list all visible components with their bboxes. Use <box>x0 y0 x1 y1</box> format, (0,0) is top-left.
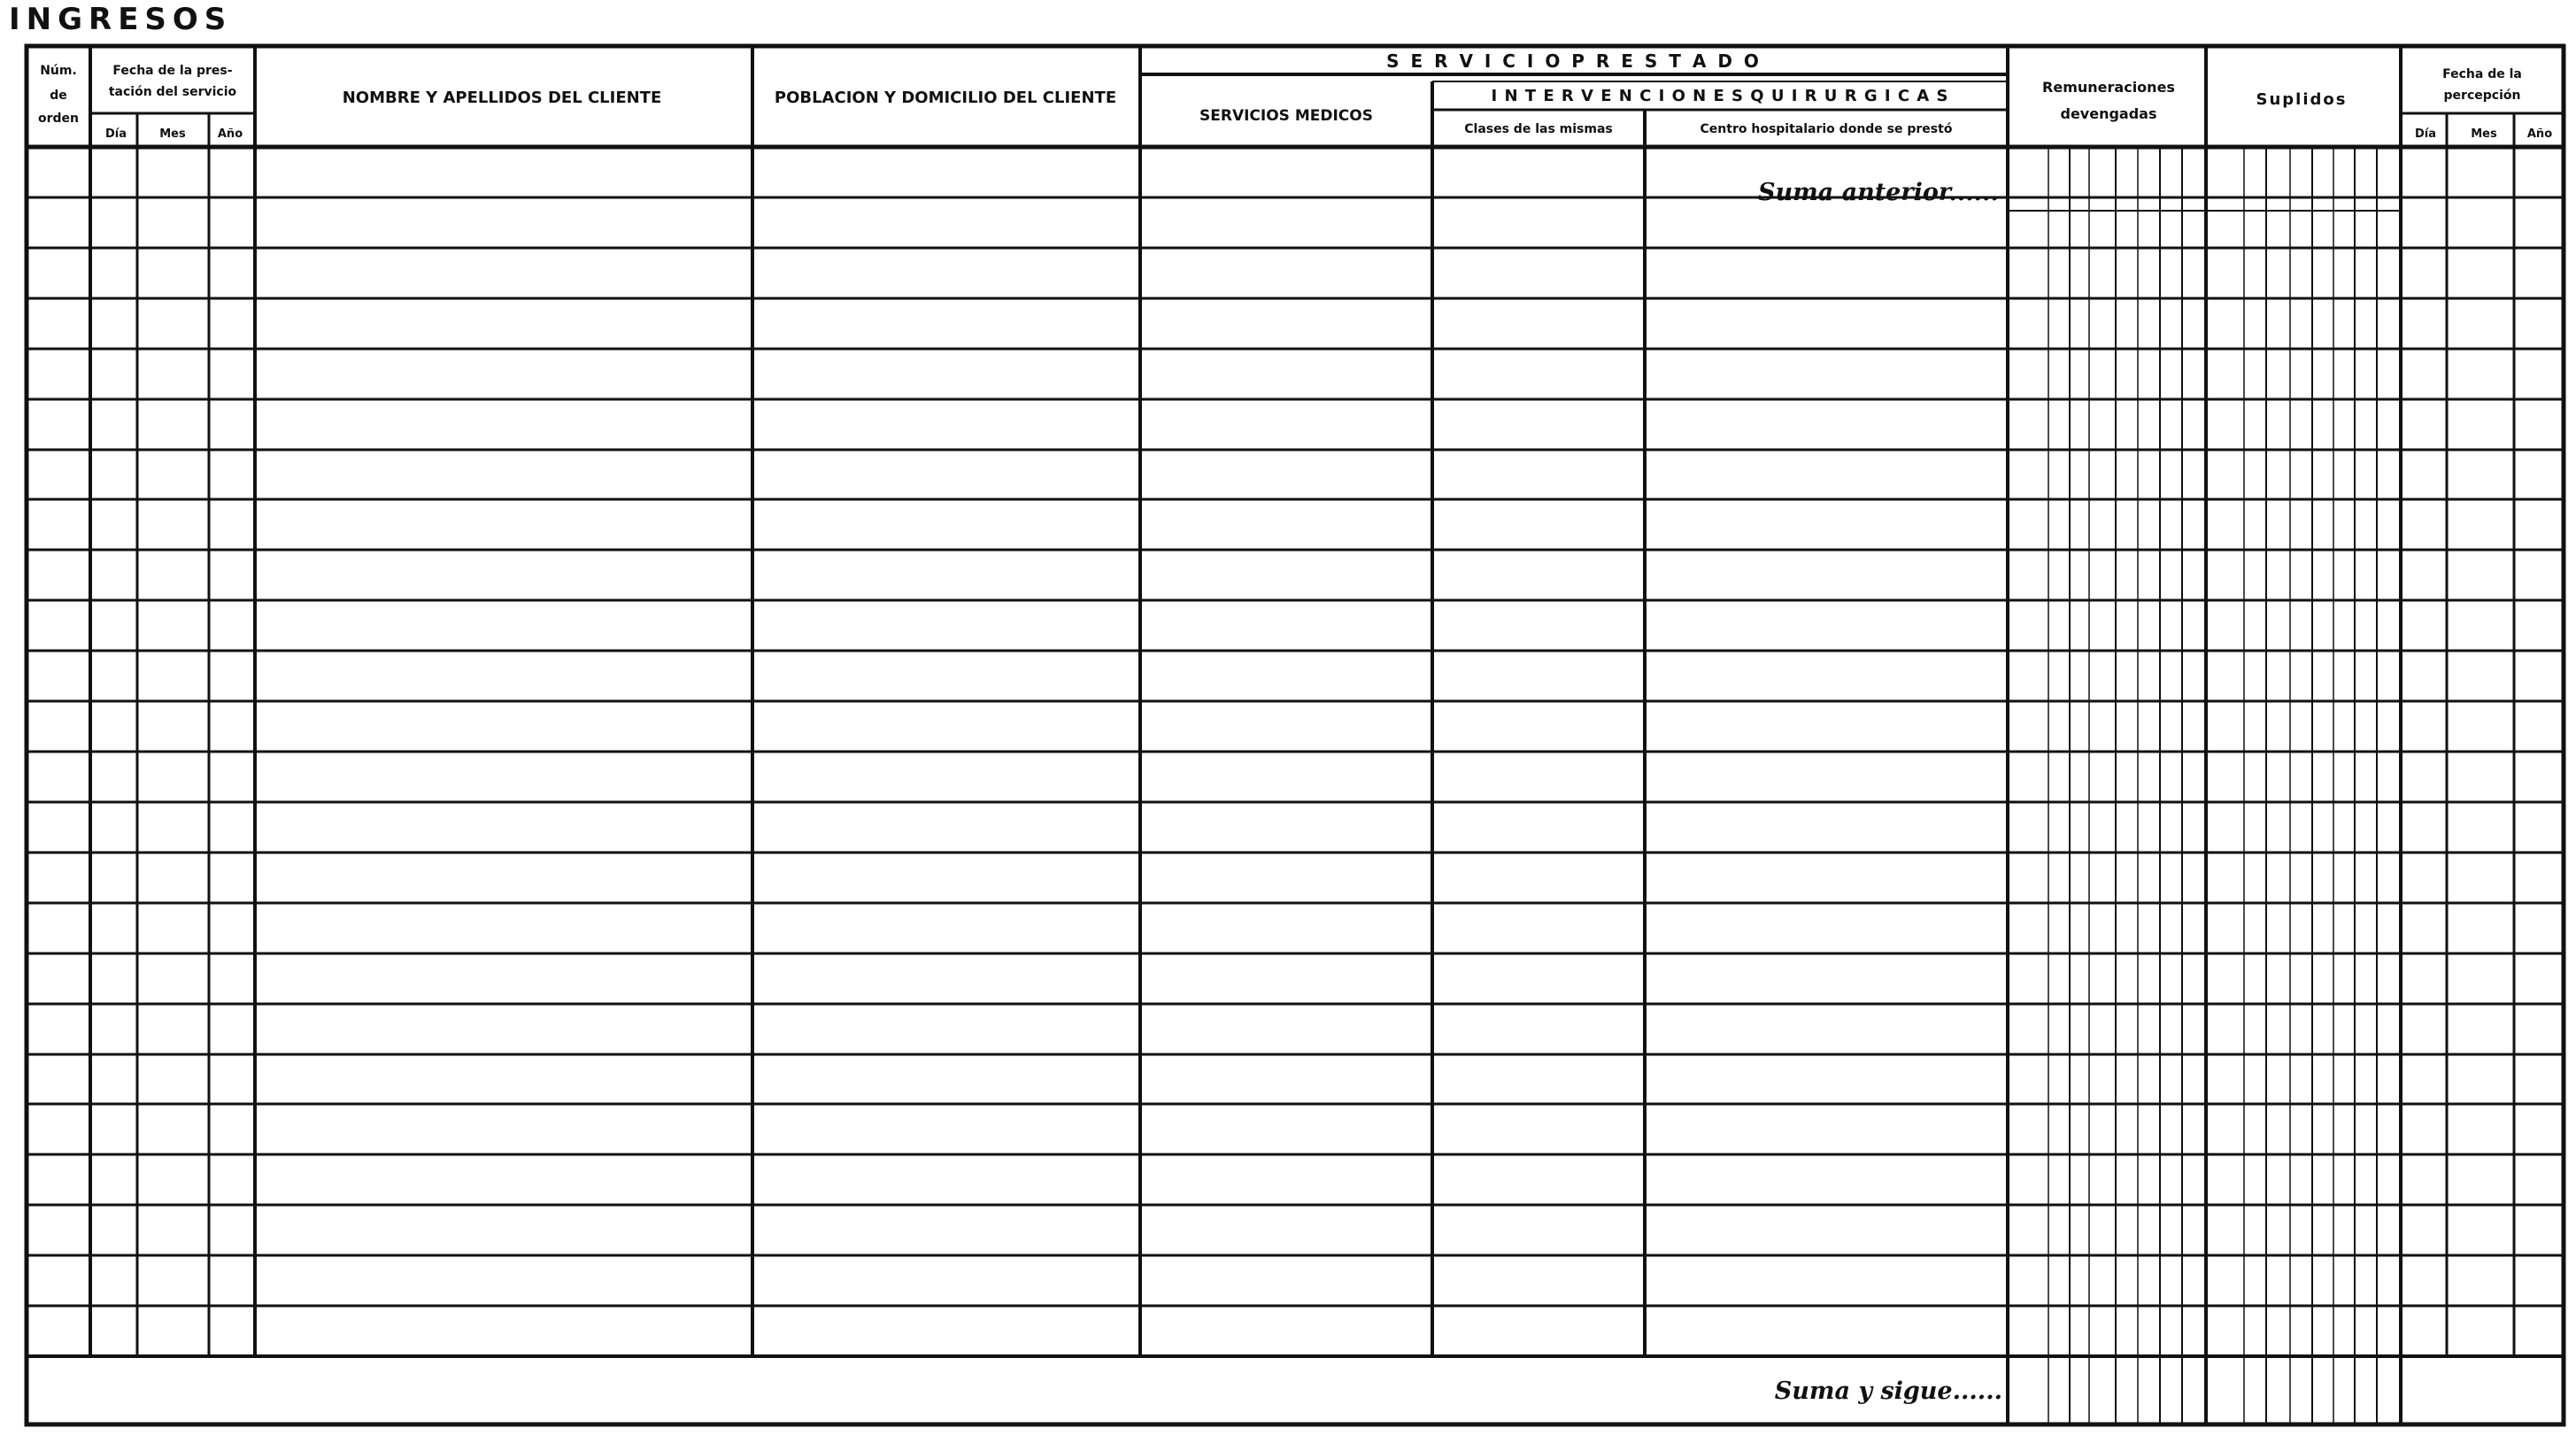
header-mes: Mes <box>159 127 186 141</box>
header-num-orden-3: orden <box>37 112 80 126</box>
header-intervenciones: I N T E R V E N C I O N E S Q U I R U R G I C A S <box>1491 87 1949 105</box>
column-headers <box>38 50 2552 1405</box>
header-fecha-servicio-1: Fecha de la pres- <box>112 64 233 78</box>
page-title: INGRESOS <box>9 2 233 37</box>
form-border <box>27 46 2564 1424</box>
header-fecha-percepcion-1: Fecha de la <box>2442 67 2522 81</box>
suma-anterior-label: Suma anterior...... <box>1757 179 1999 206</box>
header-mes2: Mes <box>2471 127 2497 141</box>
header-poblacion: POBLACION Y DOMICILIO DEL CLIENTE <box>774 89 1117 107</box>
header-dia2: Día <box>2414 127 2437 141</box>
header-centro: Centro hospitalario donde se prestó <box>1700 122 1953 136</box>
suma-y-sigue-label: Suma y sigue...... <box>1774 1377 2002 1405</box>
header-anio: Año <box>217 127 243 141</box>
header-remuneraciones-2: devengadas <box>2060 105 2157 122</box>
header-num-orden-1: Núm. <box>40 64 77 78</box>
header-servicio-prestado: S E R V I C I O P R E S T A D O <box>1386 50 1762 72</box>
header-anio2: Año <box>2526 127 2553 141</box>
header-num-orden-2: de <box>50 89 67 103</box>
header-dia: Día <box>104 127 127 141</box>
header-clases: Clases de las mismas <box>1464 122 1613 136</box>
header-fecha-servicio-2: tación del servicio <box>108 85 237 99</box>
header-servicios-medicos: SERVICIOS MEDICOS <box>1199 107 1373 125</box>
header-fecha-percepcion-2: percepción <box>2443 89 2521 103</box>
header-suplidos: Suplidos <box>2256 90 2348 109</box>
header-remuneraciones-1: Remuneraciones <box>2042 79 2175 96</box>
header-nombre: NOMBRE Y APELLIDOS DEL CLIENTE <box>342 89 662 107</box>
